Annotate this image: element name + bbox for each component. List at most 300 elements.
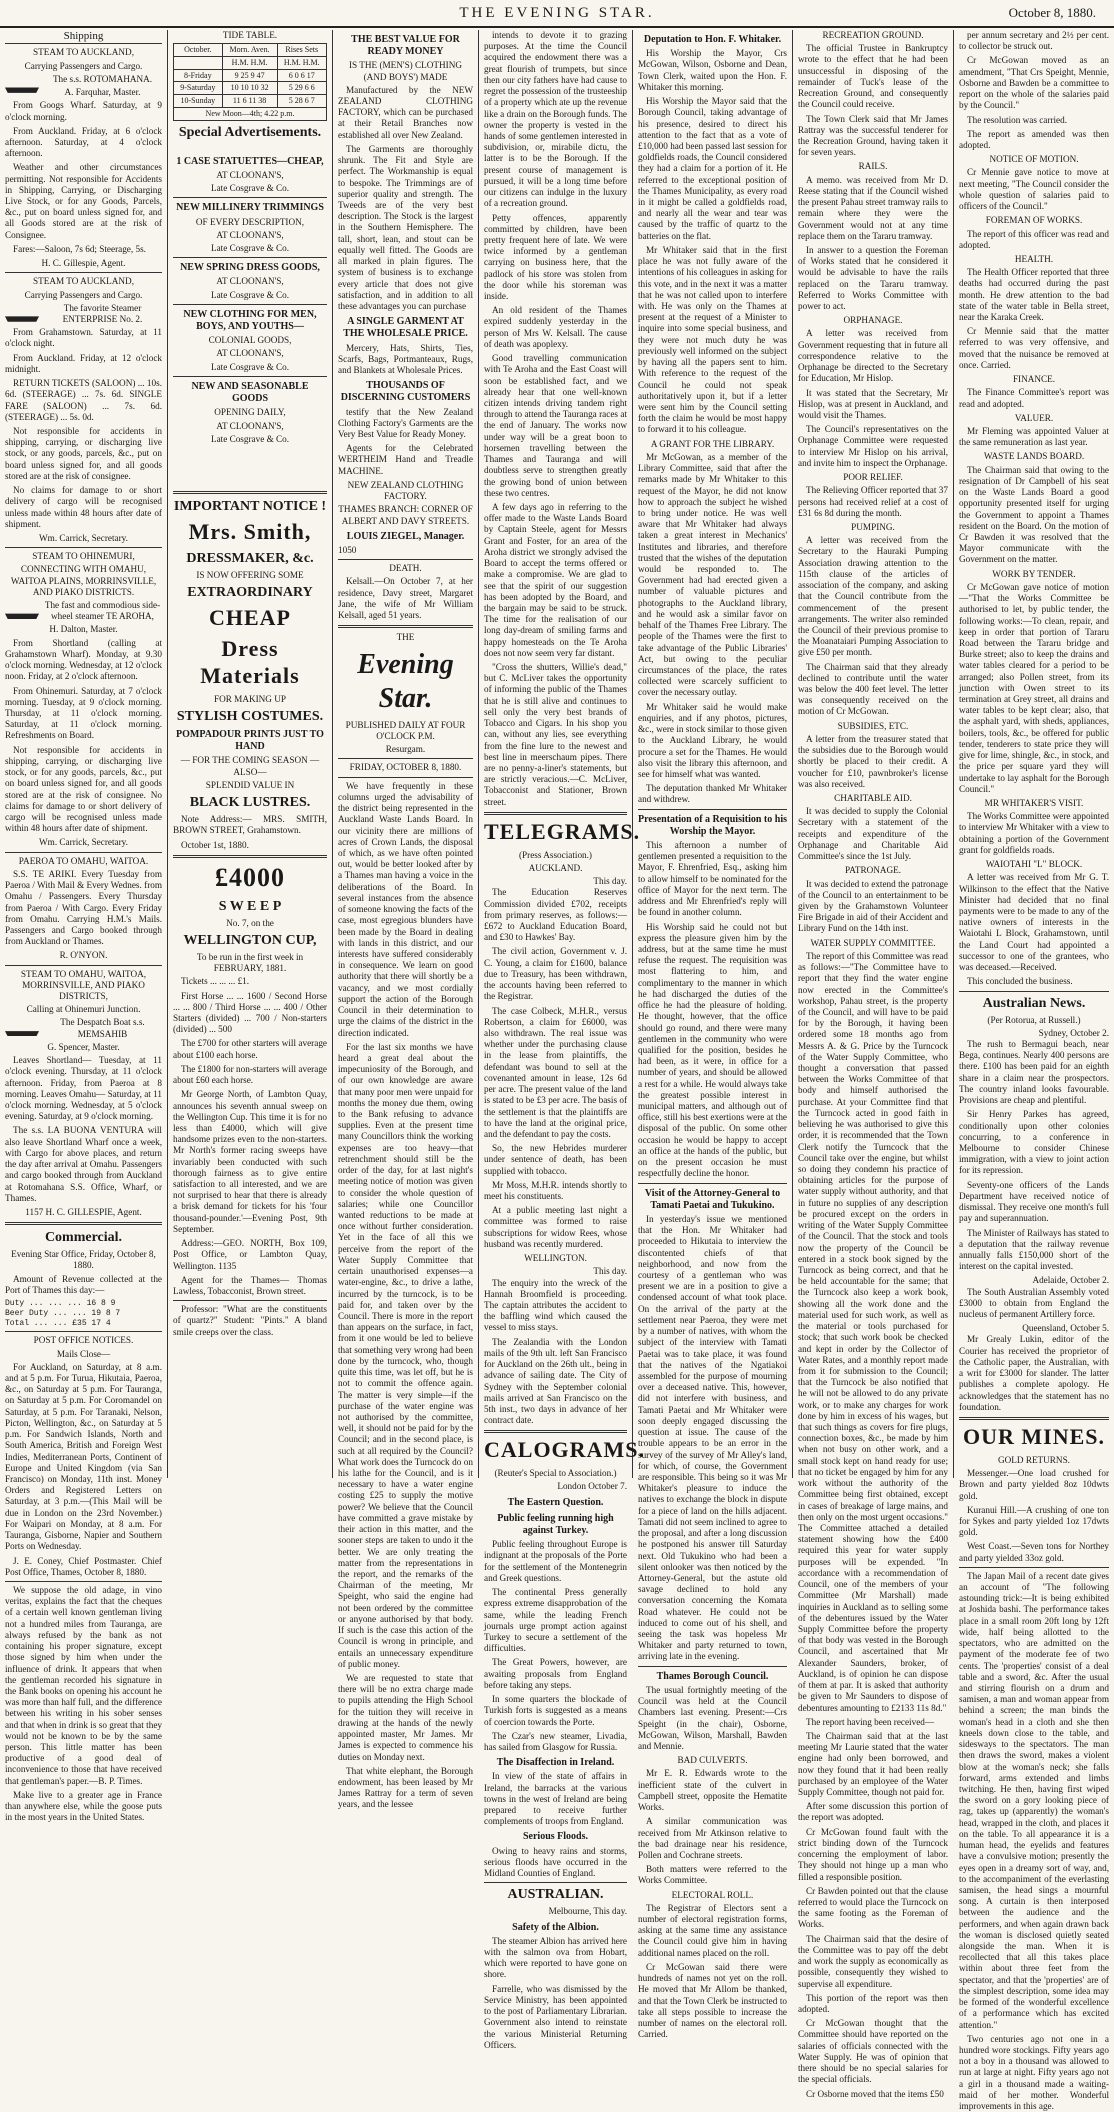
paragraph: Leaves Shortland— Tuesday, at 11 o'clock evening. Thursday, at 11 o'clock afternoon. Friday, from Paeroa at 8 morning. Leaves Omahu— Saturday, at 11 o'clock morning. Wednesday, at 5 o'clock evening. Saturday, at 9 o'clock morning. [5,1055,162,1122]
paragraph: Fares:—Saloon, 7s 6d; Steerage, 5s. [13,243,146,254]
paragraph: The £700 for other starters will average about £100 each horse. [173,1038,327,1060]
ad-line: STYLISH COSTUMES. [176,708,324,724]
paragraph: This afternoon a number of gentlemen presented a requisition to the Mayor, F. Ehrenfried, Esq., asking him to allow himself to be nominated for the office of Mayor for the next term. The address and Mr Ehrenfried's reply will be found in another column. [638,840,787,918]
ad-line: AT CLOONAN'S, [216,348,284,359]
paragraph: The Zealandia with the London mails of the 9th ult. left San Francisco for Auckland on the 26th ult., being in advance of sailing date. The City of Sydney with the September colonial mails arrived at San Francisco on the 5th inst., two days in advance of her contract date. [484,1336,627,1426]
ad-line: COLONIAL GOODS, [208,335,292,346]
ad-line: Dress Materials [200,636,300,688]
tide-subheader: H.M. H.M. [277,56,326,69]
section-subtitle: (Press Association.) [519,849,592,860]
divider [638,809,787,810]
paragraph: Not responsible for accidents in shipping, carrying, or discharging live stock, or any goods, parcels, &c., put on board unless signed for, and all goods stored are at the risk of consignee. [5,425,162,481]
ad-title: STEAM TO OHINEMURI, [32,551,135,562]
divider [5,1222,162,1225]
ad-subtitle: DRESSMAKER, &c. [186,550,314,566]
subsection-heading: HEALTH. [1014,253,1054,264]
issue-date: October 8, 1880. [1008,5,1096,20]
subsection-heading: NOTICE OF MOTION. [989,154,1079,165]
paragraph: The report having been received— [806,1716,935,1727]
dateline: Melbourne, This day. [548,1906,627,1917]
ship-name: The favorite Steamer ENTERPRISE No. 2. [62,302,143,324]
ad-line: IS NOW OFFERING SOME [196,569,304,580]
paragraph: So, the new Hebrides murderer under sentence of death, has been supplied with tobacco. [484,1143,627,1176]
paragraph: The Relieving Officer reported that 37 persons had received relief at a cost of £31 6s 8d during the month. [798,485,948,518]
notice-title: POST OFFICE NOTICES. [33,1335,134,1346]
ad-line: FOR MAKING UP [214,693,286,704]
paragraph: Owing to heavy rains and storms, serious floods have occurred in the Midland Counties of England. [484,1845,627,1879]
paragraph: Agent for the Thames— Thomas Lawless, Tobacconist, Brown street. [173,1274,327,1296]
subsection-heading: WORK BY TENDER. [992,568,1076,579]
column-4 [479,30,645,2050]
paragraph: Kelsall.—On October 7, at her residence, Davy street, Margaret Jane, the wife of Mr William Kelsall, aged 51 years. [338,576,473,621]
ship-name: The Despatch Boat s.s. MEMSAHIB [60,1017,145,1039]
paragraph: The report of this Committee was read as follows:—"The Committee have to report that they find the water engine now erected in the Committee's workshop, Pahau street, is the property of the Council, and will have to be paid for by the Borough, it having been ordered some 18 months ago from Messrs A. & G. Price by the Turncock of the Water Supply Committee, who thought a conversation that passed between the Works Committee of that body and himself authorised the purchase. At your Committee find that the Turncock acted in good faith in believing he was authorised to give this order, it is recommended that the Town Clerk notify the Turncock that the Council take over the engine, but whilst so doing they condemn his practice of obtaining articles for the purpose of water supply without authority, and that in future no supplies of any description be procured except on the orders in writing of the Water Supply Committee of the Council. That the stock and tools now the property of the Council be entered in a stock book signed by the Turncock as being correct, and that he be held accountable for the same; that the Turncock also keep a work book, showing all the work done and the material used for such work, as well as the material or tools purchased for stock; that such work book be checked and kept in order by the Collector of Water Rates, and a monthly report made from it for submission to the Council; that the Turncock be also notified that he will not be allowed to do any private work, or to make any charges for work done by him in excess of his wages, but that such things as covers for fire plugs, connection boxes, &c., be made by him when not busy on other work, and a small stock kept on hand ready for use; that no ticket be engaged by him for any work without the authority of the Committee being first obtained, except in cases of breakage of large mains, and then only on the most urgent occasions." The Committee attached a detailed statement showing how the £400 required this year for water supply purposes will be expended. "In accordance with a recommendation of Council, one of the members of your Committee (Mr Marshall) made inquiries in Auckland as to selling some of the debentures issued by the Water Supply Committee before the property of that body was vested in the Borough Council, and ascertained that Mr Alexander Saunders, broker, of Auckland, is of opinion he can dispose of them at par. It is asked that authority be given to Mr Saunders to dispose of debentures amounting to £2133 11s 8d." [798,950,948,1713]
ad-title: PAEROA TO OMAHU, WAITOA. [18,855,149,866]
divider [5,1581,162,1582]
subsection-heading: FOREMAN OF WORKS. [985,215,1083,226]
dateline: This day. [593,876,627,887]
tide-subheader [174,56,223,69]
ad-title: 1 CASE STATUETTES—CHEAP, [176,155,324,167]
divider [338,758,473,759]
dateline: This day. [593,1266,627,1277]
tide-subheader: H.M. H.M. [222,56,277,69]
subsection-heading: POOR RELIEF. [843,472,903,483]
paragraph: Cr McGowan found fault with the strict binding down of the Turncock concerning the employment of labor. They should not hinge up a man who filled a responsible position. [798,1826,948,1882]
section-subtitle: (Reuter's Special to Association.) [494,1468,617,1479]
column-1 [0,30,168,1823]
ad-line: POMPADOUR PRINTS JUST TO HAND [176,729,324,753]
paragraph: The usual fortnightly meeting of the Council was held at the Council Chambers last evening. Present:—Crs Speight (in the chair), Osborne, McGowan, Wilson, Marshall, Bawden and Mennie. [638,1684,787,1751]
ad-line: Late Cosgrave & Co. [210,183,290,194]
subsection-heading: A GRANT FOR THE LIBRARY. [650,438,775,449]
agent-signature: H. C. Gillespie, Agent. [41,258,126,269]
section-subtitle: GOLD RETURNS. [998,1454,1070,1465]
table-row [174,69,327,82]
paragraph: Amount of Revenue collected at the Port of Thames this day:— [5,1273,162,1295]
ad-title: STEAM TO OMAHU, WAITOA, MORRINSVILLE, AND PIAKO DISTRICTS, [20,968,147,1002]
ad-line: — FOR THE COMING SEASON — ALSO— [180,755,320,777]
ad-line: OPENING DAILY, [214,407,286,418]
paragraph: His Worship the Mayor, Crs McGowan, Wilson, Osborne and Dean, Town Clerk, waited upon the Hon. F. Whitaker this morning. [638,48,787,92]
paragraph: At a public meeting last night a committee was formed to raise subscriptions for widow Rees, whose husband was recently murdered. [484,1205,627,1249]
divider [959,991,1109,992]
paragraph: Mr Whitaker said he would make enquiries, and if any photos, pictures, &c., were in stock similar to those given to the Auckland Library, he would procure a set for the Thames. He would also visit the library this afternoon, and see for himself what was wanted. [638,701,787,779]
paragraph: intends to devote it to grazing purposes. At the time the Council acquired the endowment there was a great flourish of trumpets, but since then our city fathers have had cause to regret the possession of the trusteeship of a property which ate up the revenue like a drain on the Borough funds. The owner the property is vested in the hands of some gentlemen interested in subdivision, or, mirabile dictu, the latter is to be the Borough. If the present course of management is pursued, it will be a long time before our citizens can indulge in the luxury of a recreation ground. [484,30,627,209]
paragraph: Two centuries ago not one in a hundred wore stockings. Fifty years ago not a boy in a thousand was allowed to run at large at night. Fifty years ago not a girl in a thousand made a waiting-maid of her mother. Wonderful improvements in this age. [959,2033,1109,2112]
paragraph: The report as amended was then adopted. [959,128,1109,150]
divider [173,1300,327,1301]
ad-title: £4000 [215,862,285,892]
divider [173,257,327,258]
subsection-heading: ELECTORAL ROLL. [671,1889,754,1900]
paragraph: Seventy-one officers of the Lands Department have received notice of dismissal. They receive one month's full pay and superannuation. [959,1179,1109,1224]
subsection-heading: CHARITABLE AID. [834,793,912,803]
ad-subtitle: S W E E P [218,898,282,914]
ad-line: LOUIS ZIEGEL, Manager. [346,530,465,542]
article-heading: The Disaffection in Ireland. [496,1757,615,1769]
prize-list: First Horse ... ... 1600 / Second Horse ... ... 800 / Third Horse ... ... 400 / Other Starters (divided) ... 700 / Non-starters (divided) ... 500 [173,990,327,1035]
paragraph: West Coast.—Seven tons for Northey and party yielded 33oz gold. [959,1541,1109,1563]
divider [173,855,327,858]
divider [959,1567,1109,1568]
tide-moon: New Moon—4th; 4.22 p.m. [174,107,327,120]
subsection-heading: WASTE LANDS BOARD. [983,451,1085,462]
paragraph: J. E. Coney, Chief Postmaster. Chief Post Office, Thames, October 8, 1880. [5,1555,162,1577]
ad-line: Late Cosgrave & Co. [210,289,290,300]
paragraph: Cr McGowan moved as an amendment, "That Crs Speight, Mennie, Osborne and Bawden be a committee to report on the whole of the salaries paid by the Council." [959,55,1109,111]
subsection-heading: WAIOTAHI "L" BLOCK. [985,859,1083,870]
column-5 [633,30,793,2040]
dateline: AUCKLAND. [528,862,583,873]
paragraph: Mercery, Hats, Shirts, Ties, Scarfs, Bags, Portmanteaux, Rugs, and Blankets at Wholesale Prices. [338,342,473,375]
paragraph: Mr Whitaker said that in the first place he was not fully aware of the intentions of his colleagues in asking for this vote, and in the next it was a matter that he was not called upon to interfere with. He was only on the Thames at present at the request of a Minister to inquire into some special business, and they were not much duty he was previously well informed on the subject by having all the papers sent to him. With reference to the request of the Council he could not speak authoritatively upon it, but if a letter were sent him by the Council setting forth the claim he would be most happy to forward it to his colleague. [638,244,788,435]
divider [173,197,327,198]
paragraph: Cr McGowan gave notice of motion—"That the Works Committee be authorised to let, by public tender, the following works:—To clean, repair, and keep in order that portion of Tararu Road between the Tararu bridge and Burke street; also to keep the drains and water tables cleared for a period to be arranged; also Pollen street, from its junction with Owen street to its termination at Grey street, all drains and water tables to be kept clear; also, that the asphalt yard, with sheds, appliances, boilers, tools, &c., be offered for public tender, tenderers to state price they will give for lime, shingle, &c., in stock, and the price per square yard they will undertake to lay asphalt for the Borough Council." [959,581,1109,794]
paragraph: Cr Mennie gave notice to move at next meeting, "The Council consider the whole question of salaries paid to officers of the Council." [959,167,1109,212]
paragraph: The report of this officer was read and adopted. [959,228,1109,250]
paragraph: Cr Osborne moved that the items £50 [806,2088,944,2099]
newspaper-title: THE EVENING STAR. [459,5,655,21]
ad-line: A SINGLE GARMENT AT THE WHOLESALE PRICE. [343,316,468,340]
paragraph: Cr McGowan thought that the Committee should have reported on the salaries of officials connected with the Water Supply. He was of opinion that there should be no special salaries for the special officials. [798,2018,948,2085]
paragraph: Mr George North, of Lambton Quay, announces his seventh annual sweep on the Wellington Cup. This time it is for no less than £4000, which will give handsome prizes even to the non-starters. Mr North's former racing sweeps have invariably been conducted with such thorough fairness as to give entire satisfaction to all interested, and we are not surprised to hear that there is already a brisk demand for tickets for his 'four thousand-pounder.'—Evening Post, 9th September. [173,1089,327,1234]
divider [5,852,162,853]
paragraph: The steamer Albion has arrived here with the salmon ova from Hobart, which were reported to have gone on shore. [484,1935,627,1980]
paragraph: From Auckland. Friday, at 12 o'clock midnight. [5,352,162,374]
paragraph: The continental Press generally express extreme disapprobation of the same, while the leading French journals urge prompt action against Turkey to secure a settlement of the difficulties. [484,1587,627,1654]
ad-title: NEW SPRING DRESS GOODS, [180,262,320,274]
divider [5,1331,162,1332]
paragraph: A memo. was received from Mr D. Reese stating that if the Council wished the present Pahau street tramway rails to remain where they were the Government would not at any time replace them on the Tararu tramway. [798,174,948,241]
ad-line: BLACK LUSTRES. [189,795,311,811]
paragraph: Both matters were referred to the Works Committee. [638,1864,787,1886]
tide-cell: 9 25 9 47 [222,69,277,82]
ad-line: AT CLOONAN'S, [216,229,284,240]
article-heading: Thames Borough Council. [656,1670,769,1682]
paragraph: The deputation thanked Mr Whitaker and withdrew. [638,783,787,805]
tide-cell: 6 0 6 17 [277,69,326,82]
paragraph: testify that the New Zealand Clothing Factory's Garments are the Very Best Value for Ready Money. [338,406,473,440]
paragraph: For Auckland, on Saturday, at 8 a.m. and at 5 p.m. For Turua, Hikutaia, Paeroa, &c., on Saturday at 5 p.m. For Tauranga, on Saturday at 5 p.m. For Coromandel on Saturday, at 5 p.m. For Taranaki, Nelson, Picton, Wellington, &c., on Saturday at 5 p.m. For Sandwich Islands, North and South America, British and Foreign West Indies, Mediterranean Ports, Continent of Europe and United Kingdom (via San Francisco) on Monday, 11th inst. Money Orders and Registered Letters on Saturday, at 3 p.m.—(This Mail will be due in London on the 23rd November.) For Waipari on Monday, at 8 a.m. For Tauranga, Gisborne, Napier and Southern Ports on Wednesday. [5,1361,162,1552]
ad-title: STEAM TO AUCKLAND, [33,47,134,58]
paragraph: The Chairman said that the desire of the Committee was to pay off the debt and work the supply as economically as possible, consequently they wished to supervise all expenditure. [798,1933,948,1989]
ad-title: STEAM TO AUCKLAND, [33,276,134,287]
ship-master: A. Farquhar, Master. [64,87,141,98]
revenue-line: Duty ... ... ... 16 8 9 [5,1299,116,1309]
paragraph: In yesterday's issue we mentioned that the Hon. Mr Whitaker had proceeded to Hikutaia to interview the discontented chiefs of that neighborhood, and now from the courtesy of a gentleman who was present we are in a position to give a condensed account of what took place. On the arrival of the party at the settlement near Paeroa, they were met by a number of natives, with whom the subject of the interview with Tamati Paetai was to take place, it was found that the natives of the Ngatiakoi assembled for the purpose of mourning over a deceased native. This, however, did not interfere with business, and Tamati Paetai and Mr Whitaker were soon deeply engaged discussing the question at issue. The cause of the trouble appears to be an error in the survey of the survey of Mr Alley's land, for which, of course, the Government are responsible. This being so it was Mr Whitaker's pleasure to induce the natives to exchange the block in dispute for a piece of land on the hills adjacent. Tamati did not seem inclined to agree to the proposal, and after a long discussion he postponed his answer till Saturday next. Old Tukukino who had been a silent onlooker was then noticed by the Attorney-General, but the astute old savage declined to hold any conversation concerning the Komata Road whatever. He could not be induced to come out of his shell, and seeing the task was hopeless Mr Whitaker and party returned to town, arriving late in the evening. [638,1213,787,1662]
table-row [174,95,327,108]
paragraph: Mr Fleming was appointed Valuer at the same remuneration as last year. [959,426,1109,448]
ad-line: No. 7, on the [226,917,274,928]
subsection-heading: RAILS. [858,161,888,172]
dateline: Queensland, October 5. [1022,1323,1109,1334]
paragraph: A few days ago in referring to the offer made to the Waste Lands Board by Captain Steele, agent for Messrs Grant and Foster, for an area of the Aroha district we strongly advised the Board to accept the terms offered or make a compromise. We are glad to see that the spirit of our suggestion has been adopted by the Board, and the bargain may be said to be struck. The time for the realisation of our long day-dream of smiling farms and happy homesteads on the Te Aroha does not now seem very far distant. [484,501,627,658]
paragraph: Messenger.—One load crushed for Brown and party yielded 8oz 10dwts gold. [959,1468,1109,1501]
masthead [0,0,1114,28]
paragraph: Farrelle, who was dismissed by the Service Ministry, has been appointed to the post of Parliamentary Librarian. Government also intend to reinstate the various Ministerial Returning Officers. [484,1983,627,2050]
agent-signature: R. O'NYON. [59,950,108,961]
paragraph: The Chairman said that at the last meeting Mr Laurie stated that the water engine had only been borrowed, and now they found that it had been really purchased by an employee of the Water Supply Committee, though not paid for. [798,1730,948,1798]
paragraph: The rush to Bermagui beach, near Bega, continues. Nearly 400 persons are there. £100 has been paid for an eighth share in a claim near the prospectors. The country inland looks favourable. Provisions are cheap and plentiful. [959,1039,1109,1106]
subsection-heading: PUMPING. [851,521,895,532]
paragraph: The Town Clerk said that Mr James Rattray was the successful tenderer for the Recreation Ground, having taken it for seven years. [798,113,948,158]
ad-line: SPLENDID VALUE IN [205,779,295,790]
ad-line: NEW ZEALAND CLOTHING FACTORY. [347,479,464,502]
divider [173,376,327,377]
column-7 [954,30,1114,2112]
table-row [174,82,327,95]
divider [484,1430,627,1433]
ad-title: NEW AND SEASONABLE GOODS [191,380,309,405]
agent-signature: Wm. Carrick, Secretary. [39,532,128,543]
paragraph: We are requested to state that there will be no extra charge made to pupils attending the High School for the tuition they will receive in drawing at the hands of the newly appointed master, Mr James. Mr James is expected to commence his duties on Monday next. [338,1672,473,1762]
paragraph: Cr Mennie said that the matter referred to was very offensive, and moved that the nuisance be removed at once. Carried. [959,326,1109,370]
paragraph: That white elephant, the Borough endowment, has been leased by Mr James Rattray for a term of seven years, and the lessee [338,1765,473,1810]
paragraph: His Worship said he could not but express the pleasure given him by the address, but at the same time he must refuse the request. The requisition was most flattering to him, and complimentary to the manner in which he had discharged the duties of the office he had the pleasure of holding. He thought, however, that the office should go round, and there were many gentlemen in the community who were qualified for the position, besides he had been, as it were, in office for a number of years, and should be allowed a rest for a while. He would always take the greatest possible interest in municipal matters, and although out of office, still his best exertions were at the disposal of the public. On some other occasion he would be happy to accept an office at the hands of the public, but on the present occasion he must respectfully decline the honor. [638,921,787,1179]
section-heading-shipping: Shipping [5,30,162,44]
paragraph: S.S. TE ARIKI. Every Tuesday from Paeroa / With Mail & Every Wednes. from Omahu / Passengers. Every Thursday from Paeroa / With Cargo. Every Friday from Omahu. Carrying H.M.'s Mails. Passengers and Cargo booked through from Auckland or Thames. [5,868,162,947]
paragraph: The official Trustee in Bankruptcy wrote to the effect that he had been unsuccessful in disposing of the remainder of Tuck's lease of the Recreation Ground, and consequently the Council could receive. [798,43,948,110]
tide-cell: 9-Saturday [174,82,223,95]
section-heading-australian: AUSTRALIAN. [507,1887,604,1903]
paragraph: The Finance Committee's report was read and adopted. [959,387,1109,409]
paragraph: The Chairman said that they already declined to contribute until the water was below the 400 feet level. The letter was consequently received on the motion of Cr McGowan. [798,661,948,717]
divider [338,777,473,778]
divider [5,965,162,966]
ship-name: The s.s. ROTOMAHANA. [52,73,153,84]
paragraph: The Health Officer reported that three deaths had occurred during the past month. He drew attention to the bad state of the water table in Bella street, near the Karaka Creek. [959,267,1109,323]
dateline: WELLINGTON. [524,1253,587,1264]
ad-line: To be run in the first week in FEBRUARY, 1881. [196,951,304,974]
paragraph: Not responsible for accidents in shipping, carrying, or discharging live stock, or for any goods, parcels, &c., put on board unless signed for, and all goods stored are at the risk of consignee. No claims for damage to or short delivery of cargo will be recognised unless made within 48 hours after date of shipment. [5,744,162,834]
ad-line: AT CLOONAN'S, [216,169,284,180]
divider [484,812,627,815]
ad-line: WELLINGTON CUP, [183,932,317,948]
divider [5,547,162,548]
paragraph: Public feeling throughout Europe is indignant at the proposals of the Porte for the settlement of the Montenegrin and Greek questions. [484,1539,627,1583]
ad-line: THAMES BRANCH: CORNER OF ALBERT AND DAVY STREETS. [338,504,473,526]
tide-header: Rises Sets [277,44,326,57]
article-heading: Serious Floods. [522,1831,588,1843]
tide-cell: 5 29 6 6 [277,82,326,95]
subsection-heading: FINANCE. [1012,374,1056,385]
paragraph: A letter was received from Mr G. T. Wilkinson to the effect that the Native Minister had decided that no final payments were to be made to any of the native owners of interests in the Waiotahi L Block, Grahamstown, until the Land Court had appointed a successor to one of the grantees, who was deceased.—Received. [959,872,1109,973]
divider [484,1882,627,1883]
dateline: London October 7. [557,1481,627,1492]
paragraph: From Auckland. Friday, at 6 o'clock afternoon. Saturday, at 4 o'clock afternoon. [5,125,162,159]
paragraph: The s.s. LA BUONA VENTURA will also leave Shortland Wharf once a week, with Cargo for above places, and return the day after arrival at Omahu. Passengers and cargo booked through from Auckland at Rotomahana S.S. Office, Wharf, or Thames. [5,1125,162,1203]
paragraph: The resolution was carried. [967,114,1068,125]
paragraph: The Registrar of Electors sent a number of electoral registration forms, asking at the same time any assistance the Council could give him in having additional names placed on the roll. [638,1902,787,1958]
ad-line: Late Cosgrave & Co. [210,433,290,444]
article-heading: Deputation to Hon. F. Whitaker. [643,34,782,45]
paragraph: It was decided to supply the Colonial Secretary with a statement of the receipts and expenditure of the Orphanage and Charitable Aid Committee's since the 1st July. [798,806,948,862]
paragraph: Tickets ... ... ... £1. [181,976,250,987]
paragraph: It was decided to extend the patronage of the Council to an entertainment to be given by the Grahamstown Volunteer Fire Brigade in aid of their Accident and Library Fund on the 14th inst. [798,878,948,934]
divider [959,1417,1109,1420]
paragraph: After some discussion this portion of the report was adopted. [798,1801,948,1823]
notice-title: IMPORTANT NOTICE ! [173,498,327,514]
divider [338,625,473,628]
paragraph: The civil action, Government v. J. C. Young, a claim for £1600, balance due to Treasury, has been withdrawn, the accounts having been referred to the Registrar. [484,946,627,1002]
column-6 [793,30,954,2099]
paragraph: An old resident of the Thames expired suddenly yesterday in the person of Mrs W. Kelsall. The cause of death was apoplexy. [484,305,627,349]
paragraph: A letter from the treasurer stated that the subsidies due to the Borough would shortly be placed to their credit. A voucher for £10, pawnbroker's license was also received. [798,733,948,789]
paragraph: The £1800 for non-starters will average about £60 each horse. [173,1063,327,1086]
masthead-the: THE [396,632,415,643]
paragraph: October 1st, 1880. [181,839,249,850]
paragraph: Address:—GEO. NORTH, Box 109, Post Office, or Lambton Quay, Wellington. 1135 [173,1238,327,1271]
tide-table-title: TIDE TABLE. [222,30,278,40]
paragraph: Weather and other circumstances permitting. Not responsible for Accidents in Shipping, Carrying, or Discharging Live Stock, or for any Goods, Parcels, &c., put on board unless signed for, and all Goods stored are at the risk of Consignee. [5,162,162,240]
divider [173,491,327,494]
paragraph: Cr McGowan said there were hundreds of names not yet on the roll. He moved that Mr Allom be thanked, and that the Town Clerk be instructed to take all steps possible to increase the number of names on the electoral roll. Carried. [638,1961,787,2040]
ad-number: 1050 [338,544,357,555]
ad-title: NEW CLOTHING FOR MEN, BOYS, AND YOUTHS— [183,308,317,333]
paragraph: The Works Committee were appointed to interview Mr Whitaker with a view to obtaining a portion of the Government grant for goldfields roads. [959,811,1109,855]
ad-line: CHEAP [209,605,291,631]
subsection-heading: PATRONAGE. [844,865,902,876]
dateline: Adelaide, October 2. [1032,1275,1109,1286]
ad-subtitle: IS THE (MEN'S) CLOTHING (AND BOYS') MADE [348,60,462,82]
tide-table [173,43,327,121]
ad-line: THOUSANDS OF DISCERNING CUSTOMERS [340,380,471,404]
paragraph: From Shortland (calling at Grahamstown Wharf). Monday, at 9.30 o'clock morning. Wednesday, at 12 o'clock noon. Friday, at 2 o'clock afternoon. [5,637,162,682]
ad-title: THE BEST VALUE FOR READY MONEY [351,34,460,58]
paragraph: It was stated that the Secretary, Mr Hislop, was at present in Auckland, and would visit the Thames. [798,387,948,420]
notice-subtitle: Mails Close— [56,1348,111,1359]
paragraph: "Cross the shutters, Willie's dead," but C. McLiver takes the opportunity of informing the public of the Thames that he is still alive and continues to sell only the very best brands of Tobacco and Cigars. In his shop you can, without any lies, see everything from the fine lure to the newest and best line in meerschaum pipes. There are no penny-a-liner's statements, but are strictly veracious.—C. McLiver, Tobacconist and Stationer, Brown street. [484,662,627,807]
section-heading-telegrams: TELEGRAMS. [484,818,641,844]
paragraph: This portion of the report was then adopted. [798,1992,948,2014]
column-3 [333,30,479,1810]
tide-header: October. [174,44,223,57]
paper-masthead: Evening Star. [357,648,454,714]
paragraph: No claims for damage to or short delivery of cargo will be recognised unless made within 48 hours after date of shipment. [5,485,162,529]
notice-title: DEATH. [389,563,422,574]
paragraph: In answer to a question the Foreman of Works stated that he considered it would be advisable to have the rails replaced on the Tararu tramway. Referred to Works Committee with power to act. [798,244,948,312]
ship-name: The fast and commodious side-wheel steamer TE AROHA, [44,600,161,622]
ad-subtitle: Calling at Ohinemuri Junction. [26,1004,141,1015]
paragraph: This concluded the business. [967,976,1073,987]
subsection-heading: MR WHITAKER'S VISIT. [984,798,1084,808]
agent-signature: Wm. Carrick, Secretary. [39,837,128,848]
paragraph: From Googs Wharf. Saturday, at 9 o'clock morning. [5,100,162,122]
paragraph: Agents for the Celebrated WERTHEIM Hand and Treadle MACHINE. [338,443,473,476]
column-2 [168,30,333,1478]
divider [338,559,473,560]
paragraph: Mr Moss, M.H.R. intends shortly to meet his constituents. [484,1179,627,1202]
ad-title: Mrs. Smith, [188,519,312,545]
divider [5,272,162,273]
revenue-line: Beer Duty ... ... 19 8 7 [5,1308,121,1318]
paragraph: Kuranui Hill.—A crushing of one ton for Sykes and party yielded 1oz 17dwts gold. [959,1504,1109,1538]
subsection-heading: VALUER. [1014,412,1054,423]
tide-cell: 8-Friday [174,69,223,82]
article-heading: The Eastern Question. [507,1496,604,1508]
ad-subtitle: CONNECTING WITH OMAHU, WAITOA PLAINS, MORRINSVILLE, AND PIAKO DISTRICTS. [10,564,157,597]
ad-line: EXTRAORDINARY [187,585,313,601]
paragraph: In some quarters the blockade of Turkish forts is suggested as a means of coercion towards the Porte. [484,1694,627,1727]
paragraph: The Japan Mail of a recent date gives an account of "The following astounding trick:—It is being exhibited at Joshida bashi. The performance takes place in a small room 20ft long by 12ft wide, half being allotted to the spectators, who are admitted on the payment of the moderate fee of two cents. The 'properties' consist of a deal table and a sword, &c. After the usual and stirring flourish on a drum and samisen, a man and woman appear from behind a screen; the man binds the woman's head in a cloth and she then kneels down close to the table, and sidesways to the spectators. The man then draws the sword, makes a violent blow at the woman's neck; she falls forward, arms extended and limbs twitching. He then, having first wiped the sword on a gory looking piece of rag, takes up (apparently) the woman's head, wrapped in the cloth, and places it on the table. To all appearance it is a human head, the eyelids and features have a convulsive motion; presently the eyes open in a dreamy sort of way, and, to the accompaniment of the everlasting samisen, the head sings a mournful song. A curtain is then interposed between the audience and the performers, and when again drawn back the woman is disclosed quietly seated alongside the man. When it is recollected that all this takes place within about three feet from the spectator, and that the 'properties' are of the simplest description, some idea may be formed of the wonderful excellence of a performance which has excited attention." [959,1570,1109,2030]
paragraph: From Grahamstown. Saturday, at 11 o'clock night. [5,327,162,349]
paragraph: We suppose the old adage, in vino veritas, explains the fact that the cheques of a certain well known gentleman living not a hundred miles from Tauranga, are always refused by the bank as not containing his proper signature, except those signed by him when under the influence of drink. It appears that when the gentleman recorded his signature in the Bank books on opening his account he was more than half full, and the difference between his writing in his sober senses and that when in drink is so great that they would not be known to be by the same person. This little matter has been productive of a good deal of inconvenience to those that have received that gentleman's paper.—B. P. Times. [5,1584,162,1786]
section-heading-calograms: CALOGRAMS. [484,1437,645,1463]
paragraph: Good travelling communication with Te Aroha and the East Coast will soon be established fact, and we already hear that one well-known citizen intends driving tandem right through to attend the Tauranga races at the end of January. The works now under way will be a great boon to horsemen travelling between the Thames and Tauranga and will doubtless serve to strengthen greatly the growing bond of union between these two centres. [484,353,627,498]
ad-line: OF EVERY DESCRIPTION, [195,216,305,227]
ad-title: NEW MILLINERY TRIMMINGS [176,202,324,214]
paragraph: Note Address:— MRS. SMITH, BROWN STREET, Grahamstown. [173,814,327,836]
paragraph: Professor: "What are the constituents of quartz?" Student: "Pints." A bland smile creeps over the class. [173,1304,327,1337]
paragraph: Manufactured by the NEW ZEALAND CLOTHING FACTORY, which can be purchased at their Retail Branches now established all over New Zealand. [338,84,473,140]
ad-subtitle: Carrying Passengers and Cargo. [24,289,143,300]
subsection-heading: WATER SUPPLY COMMITTEE. [810,937,936,948]
divider [638,1666,787,1667]
paragraph: Petty offences, apparently committed by children, have been pretty frequent here of late. We were twice informed by a gentleman carrying on business here, that the padlock of his store was stolen from the door while his storeman was inside. [484,212,627,302]
subsection-heading: BAD CULVERTS. [677,1755,748,1766]
paragraph: A similar communication was received from Mr Atkinson relative to the bad drainage near his residence, Pollen and Cochrane streets. [638,1816,787,1860]
paragraph: Mr E. R. Edwards wrote to the inefficient state of the culvert in Campbell street, opposite the Hematite Works. [638,1768,787,1813]
ship-master: G. Spencer, Master. [47,1041,120,1052]
paragraph: The case Colbeck, M.H.R., versus Robertson, a claim for £6000, was also withdrawn. The real issue was whether under the purchasing clause in the lease from plaintiffs, the defendant was bound to sell at the covenanted amount in lease, 12s 6d per acre. The present value of the land is stated to be £3 per acre. The basis of the settlement is that the plaintiffs are to have the land at the original price, and the defendant to pay the costs. [484,1005,627,1139]
tide-cell: 10 10 10 32 [222,82,277,95]
article-heading: Presentation of a Requisition to his Worship the Mayor. [638,813,787,837]
paragraph: Mr McGowan, as a member of the Library Committee, said that after the remarks made by Mr Whitaker to this request of the Mayor, he did not know how to approach the subject he wished to bring under notice. He was well aware that Mr Whitaker had always taken a great interest in Mechanics' Institutes and libraries, and therefore trusted that the wishes of the deputation would be responded to. The Government had had erected given a number of valuable pictures and photographs to the Auckland library, and he would ask a similar favor on behalf of the Thames Free Library. The people of the Thames were the first to take advantage of the Public Libraries' Act, but owing to the peculiar circumstances of the place, the rates collected were scarcely sufficient to cover the necessary outlay. [638,451,787,698]
ad-line: Late Cosgrave & Co. [210,243,290,254]
paragraph: The Great Powers, however, are awaiting proposals from England before taking any steps. [484,1657,627,1690]
section-heading-australian-news: Australian News. [982,995,1086,1011]
subsection-heading: SUBSIDIES, ETC. [837,720,909,731]
paragraph: per annum secretary and 2½ per cent. to collector be struck out. [959,30,1109,52]
tide-header: Morn. Aven. [222,44,277,57]
paragraph: The Chairman said that owing to the resignation of Dr Campbell of his seat on the Waste Lands Board a good opportunity presented itself for urging the Government to appoint a Thames resident on the Board. On the motion of Cr Bawden it was resolved that the Mayor communicate with the Government on the matter. [959,464,1109,565]
paragraph: The enquiry into the wreck of the Hannah Broomfield is proceeding. The captain attributes the accident to the baffling wind which caused the vessel to miss stays. [484,1277,627,1333]
dateline: Sydney, October 2. [1038,1027,1109,1038]
agent-signature: 1157 H. C. GILLESPIE, Agent. [25,1206,142,1217]
ship-master: H. Dalton, Master. [49,624,118,635]
divider [638,1183,787,1184]
paragraph: A letter was received from Government requesting that in future all correspondence relative to the Orphanage be directed to the Secretary for Education, Mr Hislop. [798,328,948,384]
paragraph: The Education Reserves Commission divided £702, receipts from primary reserves, as follows:—£672 to Auckland Education Board, and £30 to Hawkes' Bay. [484,887,627,943]
section-heading-commercial: Commercial. [44,1230,123,1246]
ad-line: Late Cosgrave & Co. [210,361,290,372]
tide-cell: 5 28 6 7 [277,95,326,108]
paragraph: A letter was received from the Secretary to the Hauraki Pumping Association drawing attention to the 115th clause of the articles of association of the company, and asking that the Council contribute from the commencement of the present arrangements. The writer also reminded the Council of their previous promise to the Moanataiari Pumping Association to give £50 per month. [798,535,948,658]
ad-line: AT CLOONAN'S, [216,420,284,431]
paragraph: In view of the state of affairs in Ireland, the barracks at the various towns in the west of Ireland are being prepared to receive further complements of troops from England. [484,1771,627,1827]
section-subtitle: (Per Rotorua, at Russell.) [987,1014,1081,1025]
paragraph: The Czar's new steamer, Livadia, has sailed from Glasgow for Russia. [484,1730,627,1752]
paragraph: Sir Henry Parkes has agreed, conditionally upon other colonies concurring, to a conference in Melbourne to consider Chinese immigration, with a view to joint action for its repression. [959,1109,1109,1176]
editorial-date: FRIDAY, OCTOBER 8, 1880. [349,762,462,773]
paragraph: Mr Grealy Lukin, editor of the Courier has received the proprietor of the Catholic paper, the Australian, with a writ for £3000 for slander. The latter publishes a complete apology. He acknowledges that the statement has no foundation. [959,1334,1109,1412]
paragraph: The Garments are thoroughly shrunk. The Fit and Style are perfect. The Workmanship is equal to bespoke. The Trimmings are of superior quality and strength. The Tweeds are of the very best description. The Stock is the largest in the Southern Hemisphere. The tall, short, lean, and stout can be equally well fitted. The Goods are all marked in plain figures. The system of business is to exchange every article that does not give satisfaction, and in addition to all these advantages you can purchase [338,143,473,311]
paragraph: From Ohinemuri. Saturday, at 7 o'clock morning. Tuesday, at 9 o'clock morning. Thursday, at 11 o'clock morning. Saturday, at 11 o'clock morning. Refreshments on Board. [5,685,162,741]
paragraph: The South Australian Assembly voted £3000 to obtain from England the nucleus of permanent Artillery force. [959,1286,1109,1320]
paragraph: The Minister of Railways has stated to a deputation that the railway revenue annually falls £150,000 short of the interest on the capital invested. [959,1227,1109,1272]
paragraph: For the last six months we have heard a great deal about the impecuniosity of the Borough, and of our own knowledge are aware that many poor men were unpaid for months the money due them, owing to the Bank refusing to advance supplies. Even at the present time many Councillors think the working expenses are too heavy—that retrenchment should still be the order of the day, for at last night's meeting notice of motion was given to consider the whole question of salaries; while one Councillor wanted reductions to be made at once without further consideration. Yet in the face of all this we perceive from the report of the Water Supply Committee that certain unauthorised expenses—a water-engine, &c., to drive a lathe, incurred by the turncock, is to be paid for, and taken over by the Council. There is more in the report than appears on the surface, in fact, from it one would be led to believe that something very wrong had been done by the turncock, who, though quite this time, was let off, but he is not to commit the offence again. The matter is very simple—if the purchase of the water engine was not authorised by the committee, well, it should not be paid for by the Council; and in the second place, is such at all required by the Council? What work does the Turncock do on his lathe for the Council, and is it necessary to have a water engine costing £25 to supply the motive power? We believe that the Council have committed a grave mistake by their action in this matter, and the sooner steps are taken to undo it the better. We are only treating the matter from the representations in the report, and the remarks of the Chairman of the meeting, Mr Speight, who said the engine had not been ordered by the committee or anyone authorised by that body. If such is the case this action of the Council is wrong in principle, and entails an unnecessary expenditure of public money. [338,1041,473,1669]
ad-line: AT CLOONAN'S, [216,276,284,287]
masthead-sub: PUBLISHED DAILY AT FOUR O'CLOCK P.M. [345,719,466,742]
paragraph: The Council's representatives on the Orphanage Committee were requested to interview Mr Hislop on his arrival, and invite him to inspect the Orphanage. [798,424,948,468]
ad-subtitle: Carrying Passengers and Cargo. [24,60,143,71]
subsection-heading: ORPHANAGE. [843,315,903,326]
paragraph: RETURN TICKETS (SALOON) ... 10s. 6d. (STEERAGE) ... 7s. 6d. SINGLE FARE (SALOON) ... 7s. 6d. (STEERAGE) ... 5s. 0d. [5,378,162,422]
tide-cell: 10-Sunday [174,95,223,108]
divider [173,304,327,305]
masthead-motto: Resurgam. [385,744,426,755]
